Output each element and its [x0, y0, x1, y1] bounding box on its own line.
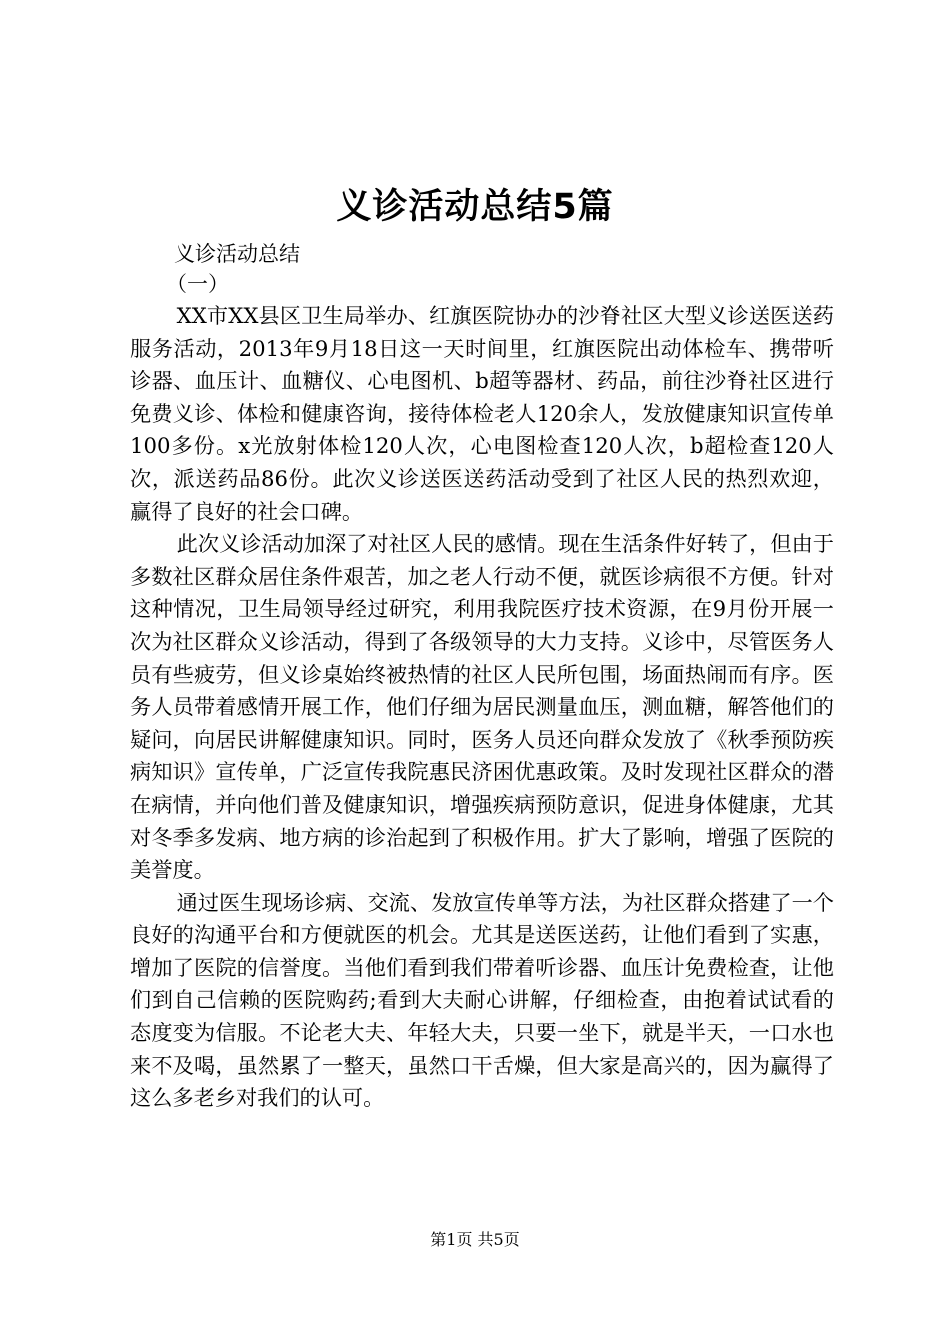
document-title: 义诊活动总结5篇 [336, 187, 614, 227]
paragraph-2: 此次义诊活动加深了对社区人民的感情。现在生活条件好转了，但由于多数社区群众居住条件艰苦，加之老人行动不便，就医诊病很不方便。针对这种情况，卫生局领导经过研究，利用我院医疗技术资源，在9月份开展一次为社区群众义诊活动，得到了各级领导的大力支持。义诊中，尽管医务人员有些疲劳，但义诊桌始终被热情的社区人民所包围，场面热闹而有序。医务人员带着感情开展工作，他们仔细为居民测量血压，测血糖，解答他们的疑问，向居民讲解健康知识。同时，医务人员还向群众发放了《秋季预防疾病知识》宣传单，广泛宣传我院惠民济困优惠政策。及时发现社区群众的潜在病情，并向他们普及健康知识，增强疾病预防意识，促进身体健康，尤其对冬季多发病、地方病的诊治起到了积极作用。扩大了影响，增强了医院的美誉度。 [130, 531, 834, 883]
page-footer: 第1页 共5页 [430, 1230, 520, 1249]
section-marker: （一） [166, 272, 229, 296]
paragraph-3: 通过医生现场诊病、交流、发放宣传单等方法，为社区群众搭建了一个良好的沟通平台和方便就医的机会。尤其是送医送药，让他们看到了实惠，增加了医院的信誉度。当他们看到我们带着听诊器、血压计免费检查，让他们到自己信赖的医院购药;看到大夫耐心讲解，仔细检查，由抱着试试看的态度变为信服。不论老大夫、年轻大夫，只要一坐下，就是半天，一口水也来不及喝，虽然累了一整天，虽然口干舌燥，但大家是高兴的，因为赢得了这么多老乡对我们的认可。 [130, 889, 834, 1111]
paragraph-1: XX市XX县区卫生局举办、红旗医院协办的沙脊社区大型义诊送医送药服务活动，2013年9月18日这一天时间里，红旗医院出动体检车、携带听诊器、血压计、血糖仪、心电图机、b超等器材、药品，前往沙脊社区进行免费义诊、体检和健康咨询，接待体检老人120余人，发放健康知识宣传单100多份。x光放射体检120人次，心电图检查120人次，b超检查120人次，派送药品86份。此次义诊送医送药活动受到了社区人民的热烈欢迎，赢得了良好的社会口碑。 [130, 303, 834, 524]
document-subtitle: 义诊活动总结 [174, 242, 300, 266]
document-body [130, 300, 834, 1115]
